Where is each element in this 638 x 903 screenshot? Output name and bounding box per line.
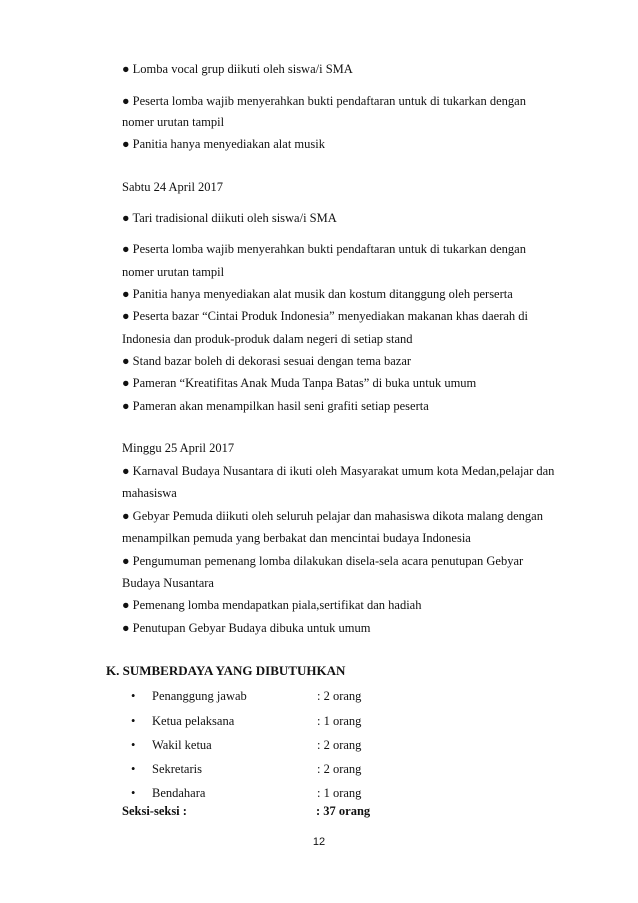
resource-row <box>131 737 361 753</box>
resource-value: : 2 orang <box>317 762 362 776</box>
text-line: ● Pameran akan menampilkan hasil seni grafiti setiap peserta <box>122 399 429 413</box>
text-line: Indonesia dan produk-produk dalam negeri di setiap stand <box>122 332 413 346</box>
resource-row <box>131 785 361 801</box>
text-line: ● Peserta bazar “Cintai Produk Indonesia” menyediakan makanan khas daerah di <box>122 309 529 323</box>
resource-value: : 1 orang <box>317 786 362 800</box>
text-line: ● Pameran “Kreatifitas Anak Muda Tanpa Batas” di buka untuk umum <box>122 376 477 390</box>
text-line: ● Karnaval Budaya Nusantara di ikuti oleh Masyarakat umum kota Medan,pelajar dan <box>122 464 555 478</box>
text-line: ● Lomba vocal grup diikuti oleh siswa/i SMA <box>122 62 353 76</box>
resource-value: : 1 orang <box>317 714 362 728</box>
resource-value: : 2 orang <box>317 738 362 752</box>
total-value: : 37 orang <box>316 804 371 818</box>
text-line: ● Panitia hanya menyediakan alat musik <box>122 137 325 151</box>
text-line: ● Gebyar Pemuda diikuti oleh seluruh pelajar dan mahasiswa dikota malang dengan <box>122 509 543 523</box>
bullet: • <box>131 738 136 752</box>
date-heading: Minggu 25 April 2017 <box>122 441 235 455</box>
resource-name: Bendahara <box>152 786 206 800</box>
text-line: ● Pemenang lomba mendapatkan piala,sertifikat dan hadiah <box>122 598 422 612</box>
resource-row <box>131 688 361 704</box>
resource-row <box>131 713 361 729</box>
resource-name: Sekretaris <box>152 762 202 776</box>
text-line: mahasiswa <box>122 486 177 500</box>
resource-name: Penanggung jawab <box>152 689 247 703</box>
page-number: 12 <box>312 836 326 848</box>
bullet: • <box>131 786 136 800</box>
resource-name: Wakil ketua <box>152 738 212 752</box>
resource-name: Ketua pelaksana <box>152 714 235 728</box>
text-line: ● Penutupan Gebyar Budaya dibuka untuk umum <box>122 621 371 635</box>
text-line: Budaya Nusantara <box>122 576 214 590</box>
bullet: • <box>131 714 136 728</box>
section-heading: K. SUMBERDAYA YANG DIBUTUHKAN <box>106 663 346 678</box>
text-line: menampilkan pemuda yang berbakat dan mencintai budaya Indonesia <box>122 531 471 545</box>
text-line: nomer urutan tampil <box>122 115 225 129</box>
text-line: ● Pengumuman pemenang lomba dilakukan disela-sela acara penutupan Gebyar <box>122 554 524 568</box>
resource-row <box>131 761 361 777</box>
bullet: • <box>131 689 136 703</box>
text-line: nomer urutan tampil <box>122 265 225 279</box>
text-line: ● Peserta lomba wajib menyerahkan bukti pendaftaran untuk di tukarkan dengan <box>122 94 526 108</box>
text-line: ● Tari tradisional diikuti oleh siswa/i SMA <box>122 211 337 225</box>
text-line: ● Stand bazar boleh di dekorasi sesuai dengan tema bazar <box>122 354 412 368</box>
resource-total-row <box>122 804 370 819</box>
resource-value: : 2 orang <box>317 689 362 703</box>
bullet: • <box>131 762 136 776</box>
text-line: ● Peserta lomba wajib menyerahkan bukti pendaftaran untuk di tukarkan dengan <box>122 242 526 256</box>
date-heading: Sabtu 24 April 2017 <box>122 180 224 194</box>
text-line: ● Panitia hanya menyediakan alat musik dan kostum ditanggung oleh perserta <box>122 287 513 301</box>
total-label: Seksi-seksi : <box>122 804 187 818</box>
